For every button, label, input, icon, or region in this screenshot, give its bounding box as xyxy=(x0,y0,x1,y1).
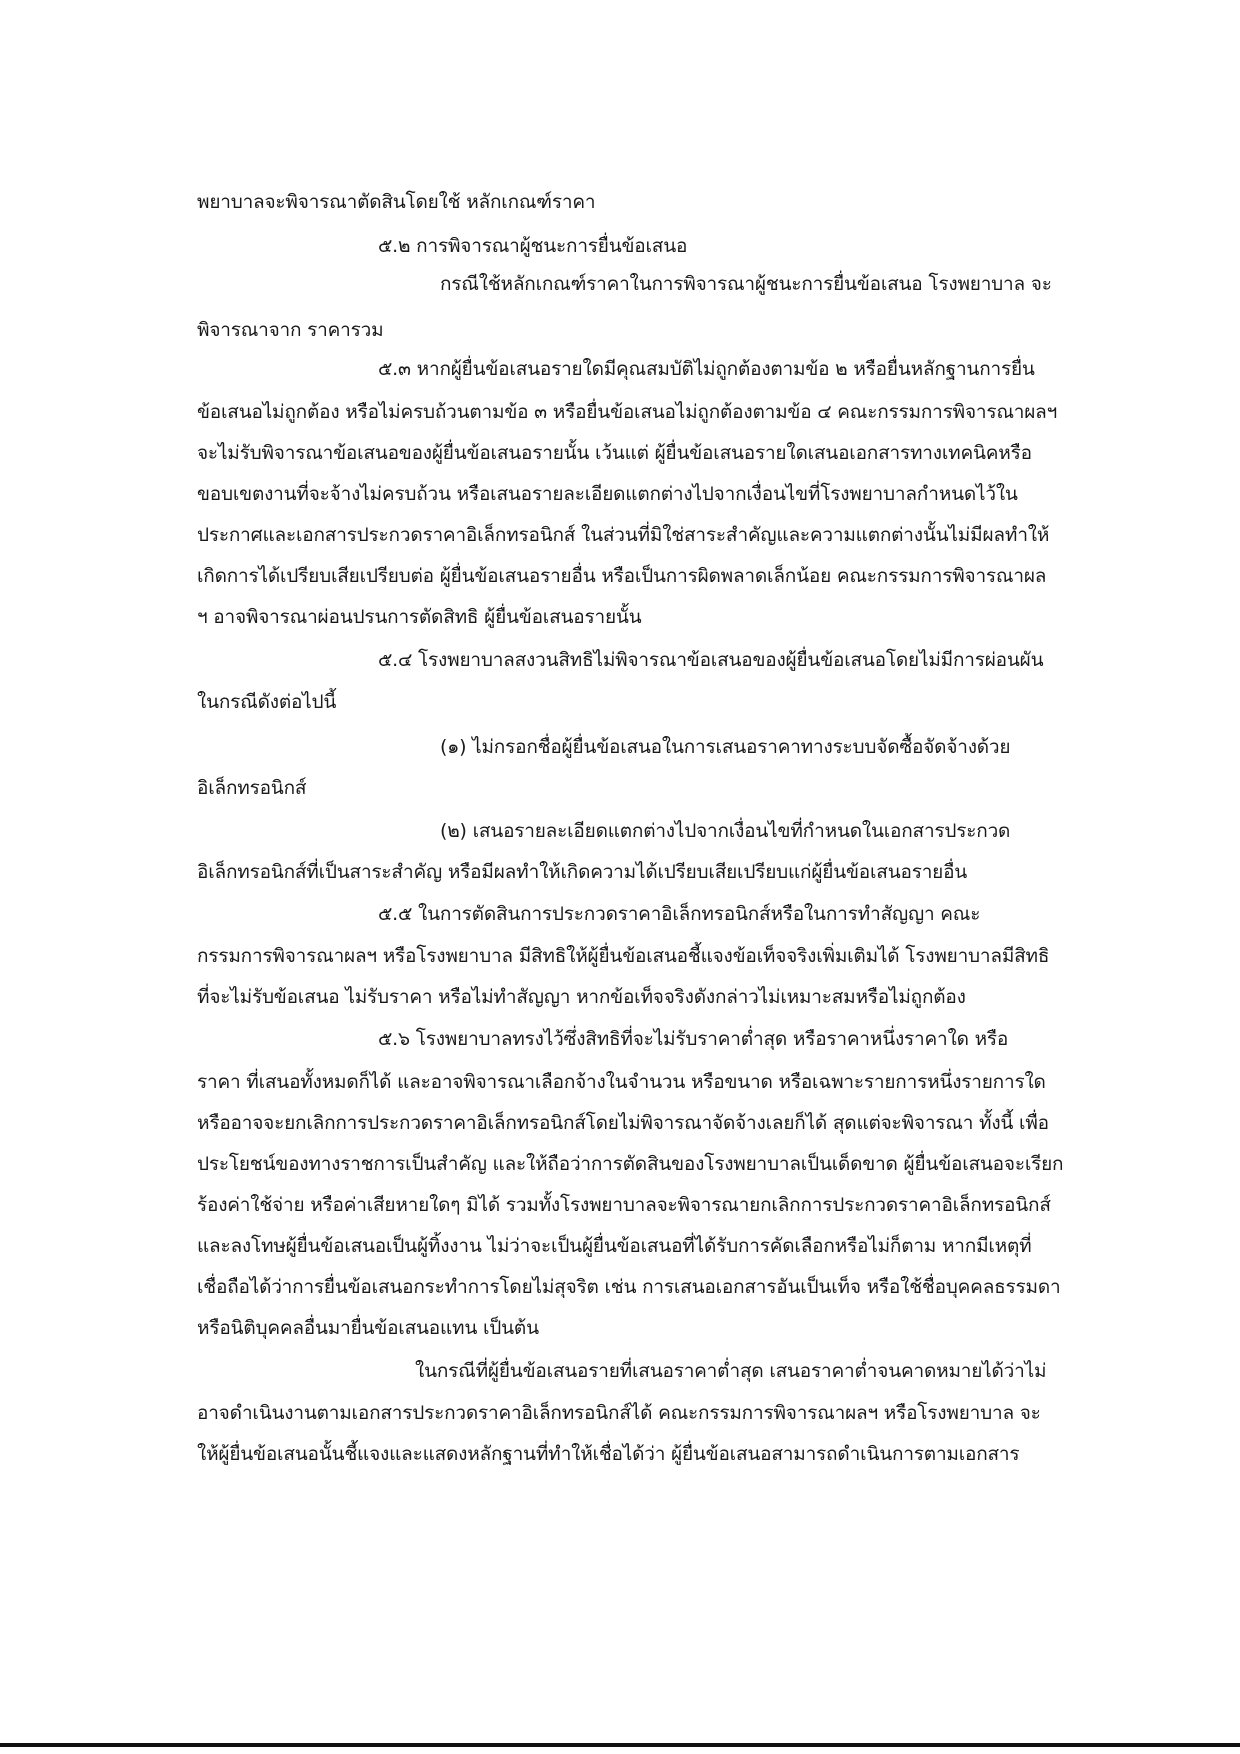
body-line: ราคา ที่เสนอทั้งหมดก็ได้ และอาจพิจารณาเลือกจ้างในจำนวน หรือขนาด หรือเฉพาะรายการหนึ่งรายการใด xyxy=(197,1071,1046,1093)
section-heading: ๕.๒ การพิจารณาผู้ชนะการยื่นข้อเสนอ xyxy=(378,235,688,257)
bottom-scan-border xyxy=(0,1743,1240,1747)
body-line: ให้ผู้ยื่นข้อเสนอนั้นชี้แจงและแสดงหลักฐานที่ทำให้เชื่อได้ว่า ผู้ยื่นข้อเสนอสามารถดำเนินการตามเอกสาร xyxy=(197,1443,1020,1465)
list-item: (๒) เสนอรายละเอียดแตกต่างไปจากเงื่อนไขที่กำหนดในเอกสารประกวด xyxy=(440,820,1011,842)
section-heading: ๕.๖ โรงพยาบาลทรงไว้ซึ่งสิทธิที่จะไม่รับราคาต่ำสุด หรือราคาหนึ่งราคาใด หรือ xyxy=(378,1028,1009,1050)
section-heading: ๕.๕ ในการตัดสินการประกวดราคาอิเล็กทรอนิกส์หรือในการทำสัญญา คณะ xyxy=(378,903,981,925)
body-line: และลงโทษผู้ยื่นข้อเสนอเป็นผู้ทิ้งงาน ไม่ว่าจะเป็นผู้ยื่นข้อเสนอที่ได้รับการคัดเลือกหรือไม่ก็ตาม หากมีเหตุที่ xyxy=(197,1235,1032,1257)
body-line: อิเล็กทรอนิกส์ที่เป็นสาระสำคัญ หรือมีผลทำให้เกิดความได้เปรียบเสียเปรียบแก่ผู้ยื่นข้อเสนอรายอื่น xyxy=(197,861,968,883)
body-line: พยาบาลจะพิจารณาตัดสินโดยใช้ หลักเกณฑ์ราคา xyxy=(197,191,596,213)
body-line: อิเล็กทรอนิกส์ xyxy=(197,777,307,799)
body-line: ฯ อาจพิจารณาผ่อนปรนการตัดสิทธิ ผู้ยื่นข้อเสนอรายนั้น xyxy=(197,606,642,628)
body-line: หรือนิติบุคคลอื่นมายื่นข้อเสนอแทน เป็นต้น xyxy=(197,1317,539,1339)
body-line: ประโยชน์ของทางราชการเป็นสำคัญ และให้ถือว่าการตัดสินของโรงพยาบาลเป็นเด็ดขาด ผู้ยื่นข้อเสนอจะเรียก xyxy=(197,1153,1064,1175)
body-line: ขอบเขตงานที่จะจ้างไม่ครบถ้วน หรือเสนอรายละเอียดแตกต่างไปจากเงื่อนไขที่โรงพยาบาลกำหนดไว้ใน xyxy=(197,483,1018,505)
body-line: เกิดการได้เปรียบเสียเปรียบต่อ ผู้ยื่นข้อเสนอรายอื่น หรือเป็นการผิดพลาดเล็กน้อย คณะกรรมการพิจารณาผล xyxy=(197,565,1047,587)
paragraph-start: ในกรณีที่ผู้ยื่นข้อเสนอรายที่เสนอราคาต่ำสุด เสนอราคาต่ำจนคาดหมายได้ว่าไม่ xyxy=(415,1360,1047,1382)
list-item: (๑) ไม่กรอกชื่อผู้ยื่นข้อเสนอในการเสนอราคาทางระบบจัดซื้อจัดจ้างด้วย xyxy=(440,736,1011,758)
body-line: ร้องค่าใช้จ่าย หรือค่าเสียหายใดๆ มิได้ รวมทั้งโรงพยาบาลจะพิจารณายกเลิกการประกวดราคาอิเล็กทรอนิกส์ xyxy=(197,1194,1051,1216)
body-line: พิจารณาจาก ราคารวม xyxy=(197,319,384,341)
body-line: อาจดำเนินงานตามเอกสารประกวดราคาอิเล็กทรอนิกส์ได้ คณะกรรมการพิจารณาผลฯ หรือโรงพยาบาล จะ xyxy=(197,1402,1041,1424)
body-line: จะไม่รับพิจารณาข้อเสนอของผู้ยื่นข้อเสนอรายนั้น เว้นแต่ ผู้ยื่นข้อเสนอรายใดเสนอเอกสารทางเทคนิคหรือ xyxy=(197,442,1032,464)
body-line: หรืออาจจะยกเลิกการประกวดราคาอิเล็กทรอนิกส์โดยไม่พิจารณาจัดจ้างเลยก็ได้ สุดแต่จะพิจารณา ทั้งนี้ เพื่อ xyxy=(197,1112,1049,1134)
section-heading: ๕.๔ โรงพยาบาลสงวนสิทธิไม่พิจารณาข้อเสนอของผู้ยื่นข้อเสนอโดยไม่มีการผ่อนผัน xyxy=(378,649,1044,671)
section-heading: ๕.๓ หากผู้ยื่นข้อเสนอรายใดมีคุณสมบัติไม่ถูกต้องตามข้อ ๒ หรือยื่นหลักฐานการยื่น xyxy=(378,358,1035,380)
body-line: ที่จะไม่รับข้อเสนอ ไม่รับราคา หรือไม่ทำสัญญา หากข้อเท็จจริงดังกล่าวไม่เหมาะสมหรือไม่ถูกต้อง xyxy=(197,986,966,1008)
body-line: เชื่อถือได้ว่าการยื่นข้อเสนอกระทำการโดยไม่สุจริต เช่น การเสนอเอกสารอันเป็นเท็จ หรือใช้ชื่อบุคคลธรรมดา xyxy=(197,1276,1061,1298)
body-line: ประกาศและเอกสารประกวดราคาอิเล็กทรอนิกส์ ในส่วนที่มิใช่สาระสำคัญและความแตกต่างนั้นไม่มีผลทำให้ xyxy=(197,524,1050,546)
body-line: ในกรณีดังต่อไปนี้ xyxy=(197,691,337,713)
body-line: กรณีใช้หลักเกณฑ์ราคาในการพิจารณาผู้ชนะการยื่นข้อเสนอ โรงพยาบาล จะ xyxy=(440,273,1052,295)
body-line: ข้อเสนอไม่ถูกต้อง หรือไม่ครบถ้วนตามข้อ ๓ หรือยื่นข้อเสนอไม่ถูกต้องตามข้อ ๔ คณะกรรมการพิจารณาผลฯ xyxy=(197,401,1058,423)
body-line: กรรมการพิจารณาผลฯ หรือโรงพยาบาล มีสิทธิให้ผู้ยื่นข้อเสนอชี้แจงข้อเท็จจริงเพิ่มเติมได้ โรงพยาบาลมีสิทธิ xyxy=(197,945,1050,967)
